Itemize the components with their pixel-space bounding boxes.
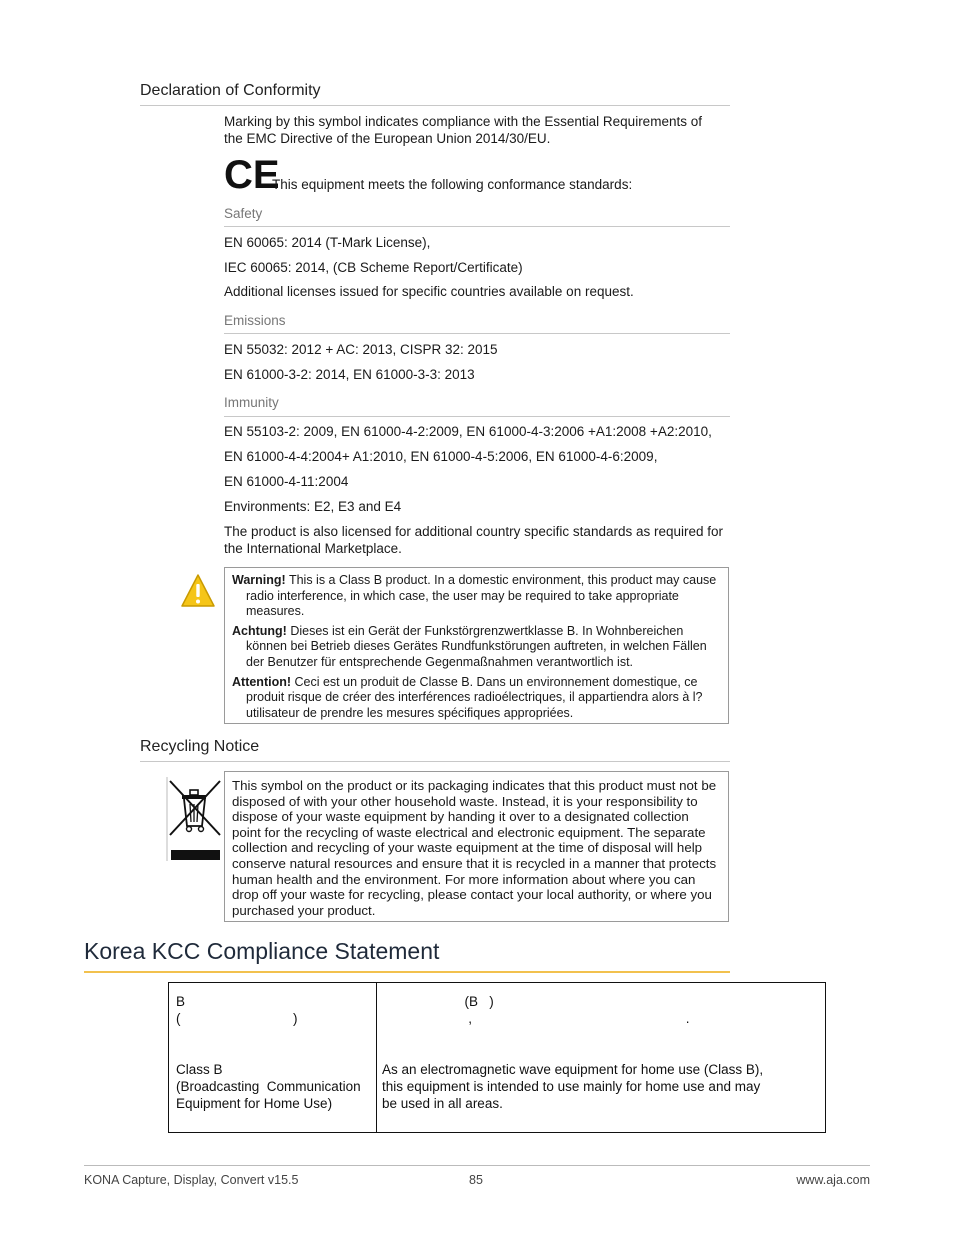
recycling-rule (140, 761, 730, 762)
declaration-intro: Marking by this symbol indicates compliance with the Essential Requirements of the EMC Directive of the European Union 2014/30/EU. (224, 114, 702, 146)
safety-rule (224, 226, 730, 227)
warning-paragraph (232, 573, 721, 620)
ce-line: This equipment meets the following conformance standards: (272, 177, 633, 192)
weee-bin-icon (166, 777, 224, 861)
recycling-heading: Recycling Notice (140, 738, 260, 755)
kcc-left-top: B ( ) (176, 994, 298, 1026)
emissions-line: EN 61000-3-2: 2014, EN 61000-3-3: 2013 (224, 367, 475, 382)
immunity-heading: Immunity (224, 395, 279, 410)
kcc-left-column (169, 983, 377, 1132)
immunity-line: EN 61000-4-11:2004 (224, 474, 349, 489)
warning-text: This is a Class B product. In a domestic environment, this product may cause radio interference, in which case, the user may be required to take appropriate measures. (246, 573, 717, 619)
kcc-right-column (376, 983, 825, 1132)
immunity-line: Environments: E2, E3 and E4 (224, 499, 402, 514)
immunity-line: EN 61000-4-4:2004+ A1:2010, EN 61000-4-5:2006, EN 61000-4-6:2009, (224, 449, 658, 464)
attention-label: Attention! (232, 674, 292, 689)
kcc-left-bottom: Class B (Broadcasting Communication Equipment for Home Use) (176, 1062, 361, 1111)
safety-line: EN 60065: 2014 (T-Mark License), (224, 235, 431, 250)
attention-text: Ceci est un produit de Classe B. Dans un environnement domestique, ce produit risque de créer des interférences radioélectriques, il appartiendra alors à l?utilisateur de prendre les mesures spécifiques appropriées. (246, 674, 703, 720)
page-number: 85 (469, 1173, 483, 1187)
kcc-right-bottom: As an electromagnetic wave equipment for home use (Class B), this equipment is intended to use mainly for home use and may be used in all areas. (382, 1062, 764, 1111)
kcc-right-top: (B ) , . (464, 994, 690, 1026)
declaration-heading: Declaration of Conformity (140, 82, 321, 99)
footer-title: KONA Capture, Display, Convert v15.5 (84, 1173, 299, 1187)
recycling-text: This symbol on the product or its packaging indicates that this product must not be disposed of with your other household waste. Instead, it is your responsibility to dispose of your waste equipment by handing it over to a designated collection point for the recycling of waste electrical and electronic equipment. The separate collection and recycling of your waste equipment at the time of disposal will help conserve natural resources and ensure that it is recycled in a manner that protects human health and the environment. For more information about where you can drop off your waste for recycling, please contact your local authority, or where you purchased your product. (232, 778, 717, 918)
warning-label: Warning! (232, 573, 286, 587)
emissions-line: EN 55032: 2012 + AC: 2013, CISPR 32: 2015 (224, 342, 498, 357)
achtung-paragraph (232, 624, 721, 671)
immunity-rule (224, 416, 730, 417)
kcc-rule (84, 971, 730, 973)
kcc-heading: Korea KCC Compliance Statement (84, 938, 440, 964)
warning-triangle-icon (180, 573, 216, 609)
footer-website: www.aja.com (796, 1173, 870, 1187)
emissions-rule (224, 333, 730, 334)
kcc-table (168, 982, 826, 1133)
ce-mark-icon (224, 153, 280, 197)
ce-mark-text: CE (224, 153, 280, 197)
achtung-label: Achtung! (232, 623, 287, 638)
safety-heading: Safety (224, 206, 263, 221)
warning-box (224, 567, 729, 724)
recycling-box (224, 771, 729, 922)
achtung-text: Dieses ist ein Gerät der Funkstörgrenzwertklasse B. In Wohnbereichen können bei Betrieb dieses Gerätes Rundfunkstörungen auftreten, in welchen Fällen der Benutzer für entsprechende Gegenmaßnahmen verantwortlich ist. (246, 623, 707, 669)
attention-paragraph (232, 675, 721, 722)
safety-line: Additional licenses issued for specific countries available on request. (224, 284, 634, 299)
safety-line: IEC 60065: 2014, (CB Scheme Report/Certificate) (224, 260, 523, 275)
immunity-line: The product is also licensed for additional country specific standards as required for the International Marketplace. (224, 524, 724, 556)
immunity-line: EN 55103-2: 2009, EN 61000-4-2:2009, EN 61000-4-3:2006 +A1:2008 +A2:2010, (224, 424, 712, 439)
footer-rule (84, 1165, 870, 1166)
emissions-heading: Emissions (224, 313, 286, 328)
declaration-rule (140, 105, 730, 106)
